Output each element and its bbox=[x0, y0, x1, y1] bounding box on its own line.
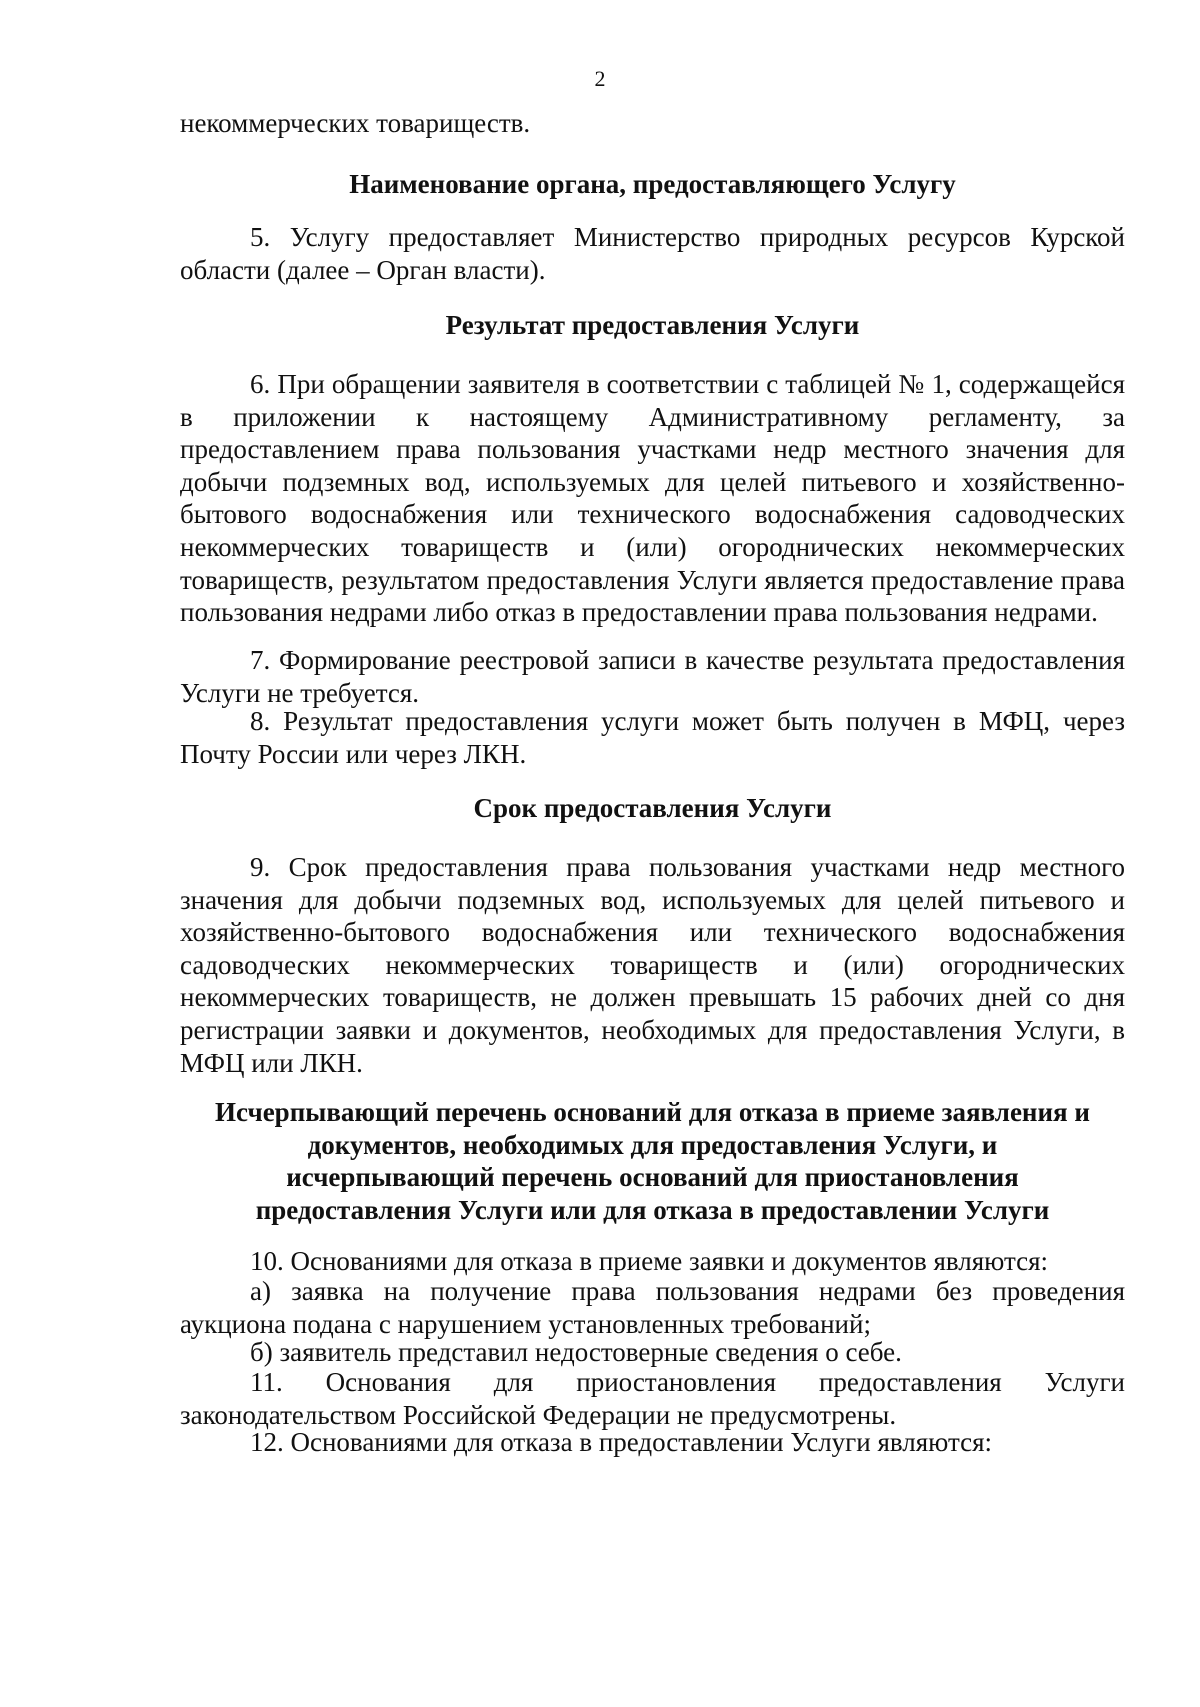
continuation-text: некоммерческих товариществ. bbox=[180, 108, 531, 138]
heading-line: предоставления Услуги или для отказа в предоставлении Услуги bbox=[255, 1194, 1050, 1225]
paragraph-10a: а) заявка на получение права пользования недрами без проведения аукциона подана с нарушением установленных требований; bbox=[180, 1276, 1125, 1339]
heading-line: исчерпывающий перечень оснований для приостановления bbox=[286, 1162, 1019, 1193]
heading-line: Исчерпывающий перечень оснований для отказа в приеме заявления и bbox=[215, 1097, 1090, 1127]
heading-line: документов, необходимых для предоставления Услуги, и bbox=[307, 1129, 998, 1160]
paragraph-9: 9. Срок предоставления права пользования участками недр местного значения для добычи подземных вод, используемых для целей питьевого и хозяйственно-бытового водоснабжения или технического водоснабжения садоводческих некоммерческих товариществ и (или) огороднических некоммерческих товариществ, не должен превышать 15 рабочих дней со дня регистрации заявки и документов, необходимых для предоставления Услуги, в МФЦ или ЛКН. bbox=[180, 852, 1125, 1078]
section-heading-refusal bbox=[160, 1096, 1145, 1226]
paragraph-8: 8. Результат предоставления услуги может быть получен в МФЦ, через Почту России или через ЛКН. bbox=[180, 706, 1125, 769]
paragraph-10: 10. Основаниями для отказа в приеме заявки и документов являются: bbox=[250, 1246, 1048, 1276]
section-heading-result: Результат предоставления Услуги bbox=[445, 310, 860, 340]
paragraph-11: 11. Основания для приостановления предоставления Услуги законодательством Российской Федерации не предусмотрены. bbox=[180, 1367, 1125, 1430]
paragraph-5: 5. Услугу предоставляет Министерство природных ресурсов Курской области (далее – Орган власти). bbox=[180, 222, 1125, 285]
paragraph-6: 6. При обращении заявителя в соответствии с таблицей № 1, содержащейся в приложении к настоящему Административному регламенту, за предоставлением права пользования участками недр местного значения для добычи подземных вод, используемых для целей питьевого и хозяйственно-бытового водоснабжения или технического водоснабжения садоводческих некоммерческих товариществ и (или) огороднических некоммерческих товариществ, результатом предоставления Услуги является предоставление права пользования недрами либо отказ в предоставлении права пользования недрами. bbox=[180, 369, 1125, 628]
paragraph-10b: б) заявитель представил недостоверные сведения о себе. bbox=[250, 1337, 902, 1367]
section-heading-term: Срок предоставления Услуги bbox=[473, 793, 832, 823]
paragraph-12: 12. Основаниями для отказа в предоставлении Услуги являются: bbox=[250, 1427, 993, 1457]
section-heading-issuer: Наименование органа, предоставляющего Услугу bbox=[349, 169, 956, 199]
paragraph-7: 7. Формирование реестровой записи в качестве результата предоставления Услуги не требуется. bbox=[180, 645, 1125, 708]
page-number: 2 bbox=[594, 66, 606, 91]
